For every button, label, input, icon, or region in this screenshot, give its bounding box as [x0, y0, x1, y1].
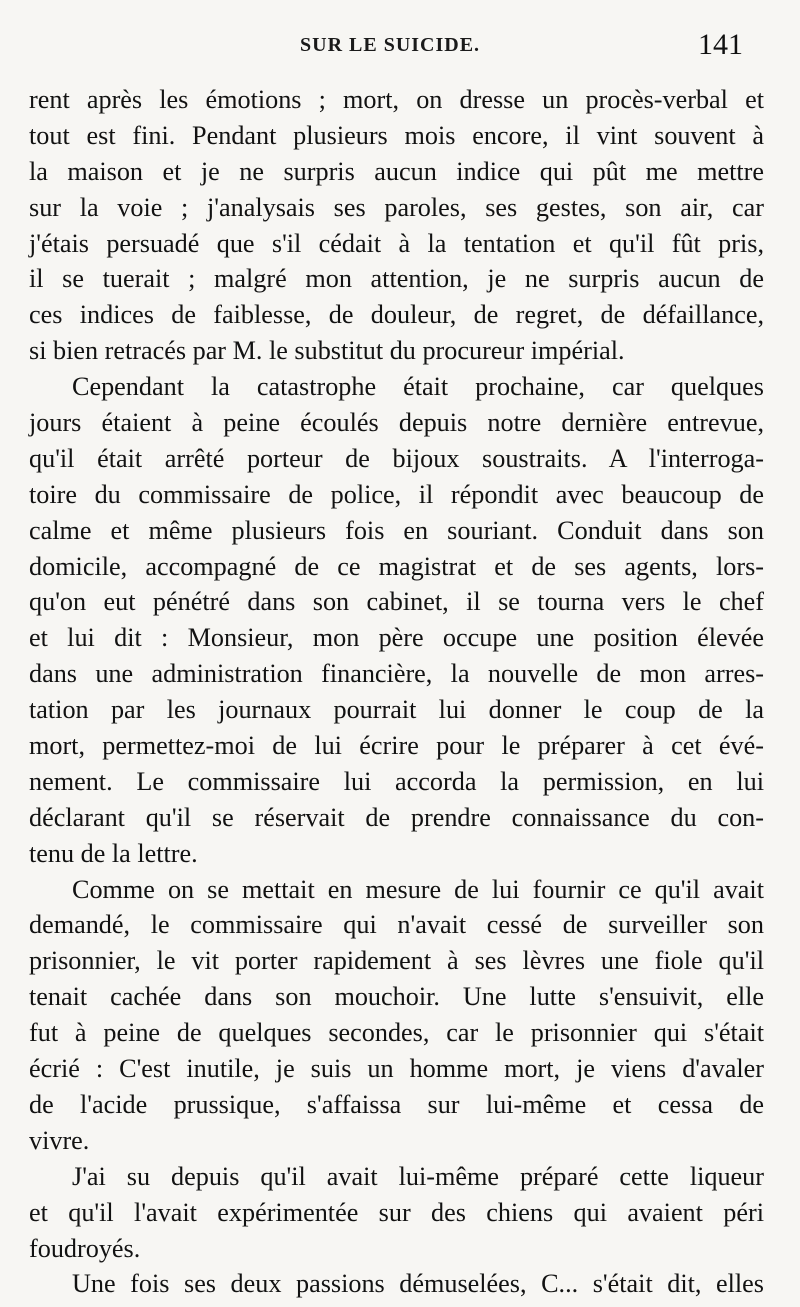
text-line: et qu'il l'avait expérimentée sur des chiens qui avaient péri [29, 1197, 764, 1227]
text-line: dans une administration financière, la nouvelle de mon arres- [29, 659, 764, 689]
paragraph-first-line: Comme on se mettait en mesure de lui fournir ce qu'il avait [72, 874, 764, 904]
text-line: sur la voie ; j'analysais ses paroles, ses gestes, son air, car [29, 192, 764, 222]
text-line: tenu de la lettre. [29, 838, 198, 868]
text-line: foudroyés. [29, 1233, 141, 1263]
text-line: toire du commissaire de police, il répondit avec beaucoup de [29, 479, 764, 509]
text-line: et lui dit : Monsieur, mon père occupe une position élevée [29, 623, 764, 653]
text-line: domicile, accompagné de ce magistrat et de ses agents, lors- [29, 551, 764, 581]
text-line: demandé, le commissaire qui n'avait cessé de surveiller son [29, 910, 764, 940]
text-line: j'étais persuadé que s'il cédait à la tentation et qu'il fût pris, [29, 228, 764, 258]
paragraph-first-line: J'ai su depuis qu'il avait lui-même préparé cette liqueur [72, 1161, 764, 1191]
text-line: tation par les journaux pourrait lui donner le coup de la [29, 695, 764, 725]
text-line: écrié : C'est inutile, je suis un homme mort, je viens d'avaler [29, 1054, 764, 1084]
text-line: qu'on eut pénétré dans son cabinet, il se tourna vers le chef [29, 587, 764, 617]
page-number: 141 [698, 28, 743, 61]
text-line: mort, permettez-moi de lui écrire pour le préparer à cet évé- [29, 731, 764, 761]
text-line: fut à peine de quelques secondes, car le prisonnier qui s'était [29, 1018, 764, 1048]
text-line: qu'il était arrêté porteur de bijoux soustraits. A l'interroga- [29, 443, 764, 473]
paragraph-first-line: Une fois ses deux passions démuselées, C... s'était dit, elles [72, 1269, 764, 1299]
text-line: calme et même plusieurs fois en souriant. Conduit dans son [29, 515, 764, 545]
page-header [0, 30, 800, 70]
text-line: jours étaient à peine écoulés depuis notre dernière entrevue, [29, 408, 764, 438]
text-line: si bien retracés par M. le substitut du procureur impérial. [29, 336, 625, 366]
text-line: tenait cachée dans son mouchoir. Une lutte s'ensuivit, elle [29, 982, 764, 1012]
running-head: SUR LE SUICIDE. [300, 34, 481, 56]
text-line: tout est fini. Pendant plusieurs mois encore, il vint souvent à [29, 120, 764, 150]
paragraph-first-line: Cependant la catastrophe était prochaine, car quelques [72, 372, 764, 402]
text-line: déclarant qu'il se réservait de prendre connaissance du con- [29, 802, 764, 832]
text-line: ces indices de faiblesse, de douleur, de regret, de défaillance, [29, 300, 764, 330]
text-line: rent après les émotions ; mort, on dresse un procès-verbal et [29, 85, 764, 114]
text-line: de l'acide prussique, s'affaissa sur lui-même et cessa de [29, 1089, 764, 1119]
text-line: nement. Le commissaire lui accorda la permission, en lui [29, 766, 764, 796]
body-text [29, 82, 764, 1302]
text-line: vivre. [29, 1125, 90, 1155]
text-line: il se tuerait ; malgré mon attention, je ne surpris aucun de [29, 264, 764, 294]
text-line: prisonnier, le vit porter rapidement à ses lèvres une fiole qu'il [29, 946, 764, 976]
text-line: la maison et je ne surpris aucun indice qui pût me mettre [29, 156, 764, 186]
